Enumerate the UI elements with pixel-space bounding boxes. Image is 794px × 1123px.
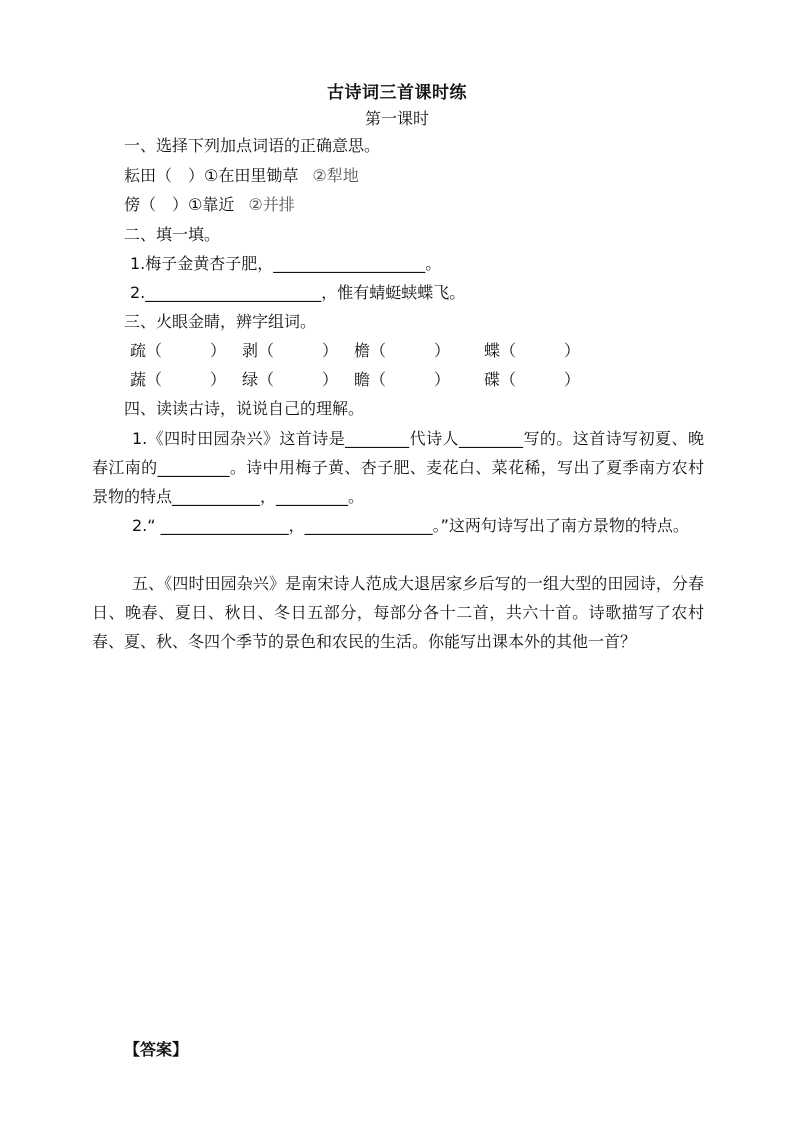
section-2-line-1: 1.梅子金黄杏子肥，___________________。 <box>130 254 442 273</box>
char-item: 蔬（ ） <box>130 370 227 389</box>
char-row-2 <box>130 370 650 390</box>
option-1: ①在田里锄草 <box>204 166 299 185</box>
char-item: 剥（ ） <box>242 341 339 360</box>
section-3-heading: 三、火眼金睛，辨字组词。 <box>124 312 317 331</box>
char-item: 檐（ ） <box>354 341 451 360</box>
section-5-paragraph: 五、《四时田园杂兴》是南宋诗人范成大退居家乡后写的一组大型的田园诗，分春日、晚春、夏日、秋日、冬日五部分，每部分各十二首，共六十首。诗歌描写了农村春、夏、秋、冬四个季节的景色和农民的生活。你能写出课本外的其他一首？ <box>92 574 704 651</box>
section-1-heading: 一、选择下列加点词语的正确意思。 <box>124 136 381 155</box>
option-1: ①靠近 <box>188 195 235 214</box>
char-item: 瞻（ ） <box>354 370 451 389</box>
char-item: 蝶（ ） <box>484 341 581 360</box>
char-item: 绿（ ） <box>242 370 339 389</box>
char-item: 碟（ ） <box>484 370 581 389</box>
page-title: 古诗词三首课时练 <box>327 83 467 103</box>
option-2: ②并排 <box>248 195 295 214</box>
char-item: 疏（ ） <box>130 341 227 360</box>
section-1-question-1 <box>124 166 359 186</box>
question-word: 耘田（ ） <box>124 166 205 185</box>
section-2-heading: 二、填一填。 <box>124 225 221 244</box>
section-2-line-2: 2.______________________，惟有蜻蜓蛱蝶飞。 <box>130 283 466 302</box>
section-4-paragraph-1: 1.《四时田园杂兴》这首诗是________代诗人________写的。这首诗写初夏、晚春江南的_________。诗中用梅子黄、杏子肥、麦花白、菜花稀，写出了夏季南方农村景物的特点___________，_________。 <box>92 429 704 506</box>
option-2: ②犁地 <box>312 166 359 185</box>
answer-label: 【答案】 <box>124 1040 189 1059</box>
section-4-paragraph-2: 2.“ ________________，________________。”这两句诗写出了南方景物的特点。 <box>132 516 689 535</box>
page-subtitle: 第一课时 <box>364 109 429 128</box>
section-4-heading: 四、读读古诗，说说自己的理解。 <box>124 399 365 418</box>
question-word: 傍（ ） <box>124 195 189 214</box>
section-1-question-2 <box>124 195 295 215</box>
char-row-1 <box>130 341 650 361</box>
